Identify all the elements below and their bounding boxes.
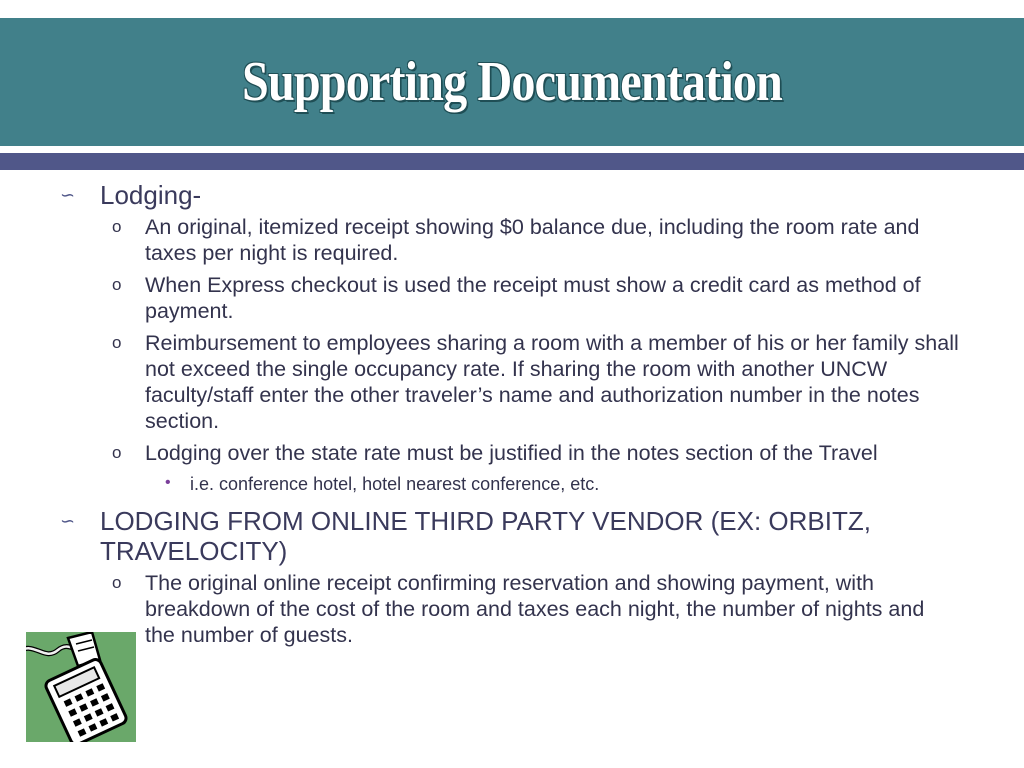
sub-bullet	[60, 440, 960, 466]
sub-bullet	[60, 570, 960, 648]
sub-bullet-text: Lodging over the state rate must be justified in the notes section of the Travel	[145, 441, 878, 465]
circle-bullet-icon: o	[112, 443, 122, 462]
slide-title: Supporting Documentation	[242, 51, 782, 113]
bullet-online-vendor	[60, 506, 960, 566]
sub-bullet-text: Reimbursement to employees sharing a room with a member of his or her family shall not exceed the single occupancy rate. If sharing the room with another UNCW faculty/staff enter the other traveler’s name and authorization number in the notes section.	[145, 331, 959, 433]
divider-line	[0, 148, 1024, 152]
sub-bullet-text: The original online receipt confirming reservation and showing payment, with breakdown of the cost of the room and taxes each night, the number of nights and the number of guests.	[145, 571, 925, 647]
section-heading: Lodging-	[100, 180, 202, 210]
circle-bullet-icon: o	[112, 217, 122, 236]
sub-bullet	[60, 214, 960, 266]
section-heading: LODGING FROM ONLINE THIRD PARTY VENDOR (EX: ORBITZ, TRAVELOCITY)	[100, 506, 871, 566]
sub-bullet	[60, 330, 960, 434]
circle-bullet-icon: o	[112, 333, 122, 352]
circle-bullet-icon: o	[112, 573, 122, 592]
swirl-bullet-icon: ∽	[60, 185, 76, 205]
bullet-lodging	[60, 180, 960, 210]
sub-bullet-text: An original, itemized receipt showing $0 balance due, including the room rate and taxes per night is required.	[145, 215, 920, 265]
circle-bullet-icon: o	[112, 275, 122, 294]
swirl-bullet-icon: ∽	[60, 511, 76, 531]
adding-machine-receipt-icon	[26, 632, 136, 742]
sub-sub-bullet-text: i.e. conference hotel, hotel nearest conference, etc.	[190, 474, 600, 494]
sub-bullet	[60, 272, 960, 324]
sub-bullet-text: When Express checkout is used the receipt must show a credit card as method of payment.	[145, 273, 921, 323]
dot-bullet-icon: •	[165, 474, 171, 491]
slide-content	[60, 180, 960, 654]
sub-sub-bullet	[60, 472, 960, 496]
accent-bar	[0, 153, 1024, 170]
